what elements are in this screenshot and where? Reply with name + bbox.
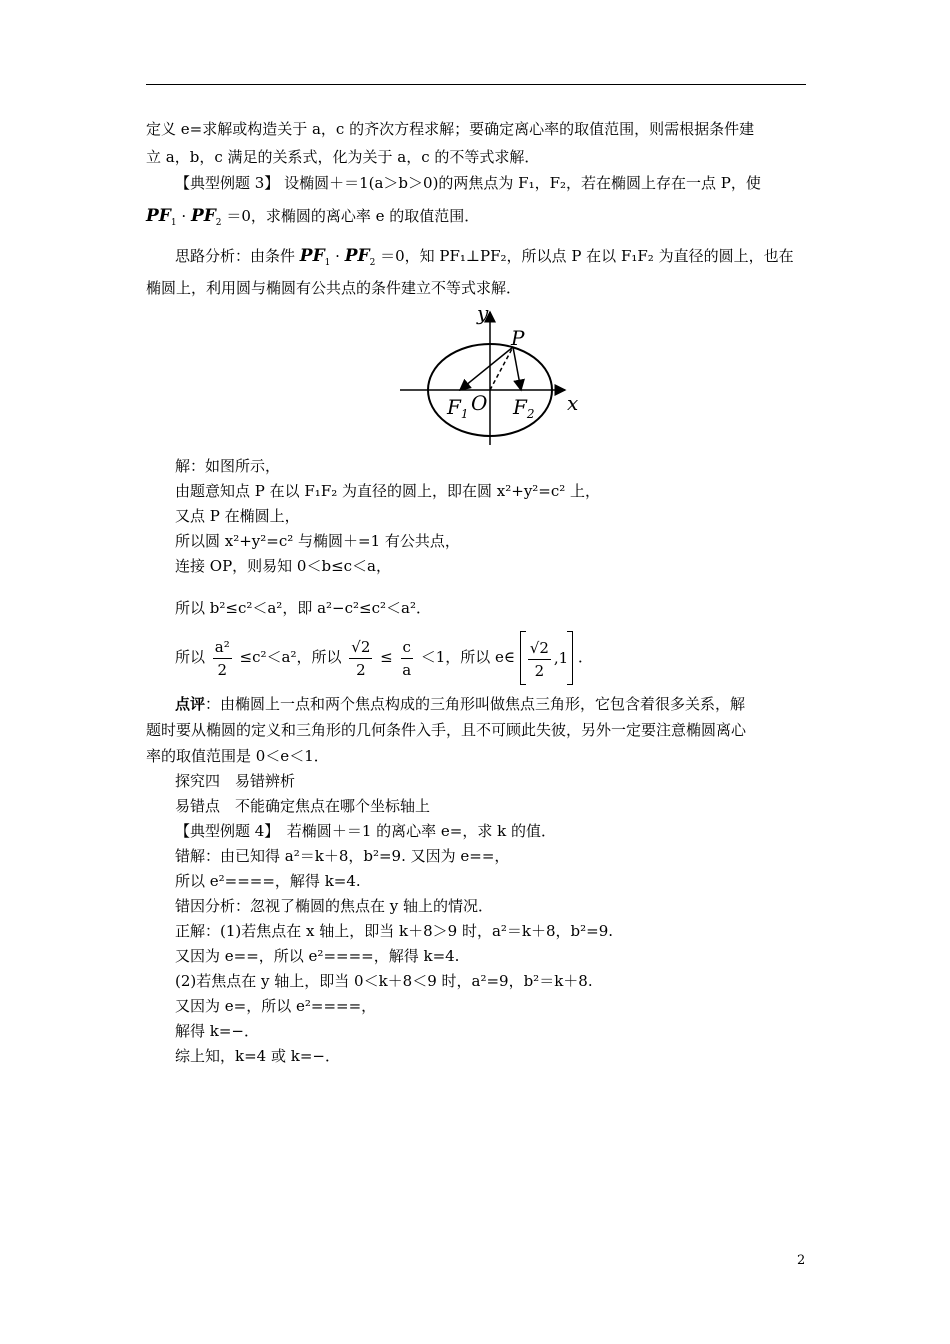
wrong-solution-line: 错解：由已知得 a²＝k＋8，b²=9. 又因为 e==， xyxy=(175,847,510,865)
comment-line-1 xyxy=(175,693,745,715)
example-3-line-2 xyxy=(146,205,479,227)
ellipse-figure xyxy=(395,300,595,450)
correct-solution-line: 正解：(1)若焦点在 x 轴上，即当 k＋8＞9 时，a²＝k＋8，b²=9. xyxy=(175,922,614,940)
page-number: 2 xyxy=(797,1253,806,1268)
fraction-numerator: a² xyxy=(213,636,232,659)
x-axis-label: x xyxy=(567,391,579,415)
vector-pf2: PF xyxy=(190,206,216,226)
interval-end: ,1 xyxy=(553,649,569,667)
conclusion-line: 综上知，k=4 或 k=−． xyxy=(175,1047,340,1065)
text-span: 所以 xyxy=(175,648,206,666)
analysis-line-1 xyxy=(175,245,794,267)
fraction-denominator: 2 xyxy=(356,660,366,679)
vector-pf2-sub: 2 xyxy=(215,218,222,228)
vector-pf1-sub: 1 xyxy=(324,258,331,268)
analysis-rest: ＝0，知 PF₁⊥PF₂，所以点 P 在以 F₁F₂ 为直径的圆上，也在 xyxy=(380,247,794,265)
segment-pf2 xyxy=(513,347,521,390)
correct-solution-line: 又因为 e=，所以 e²====， xyxy=(175,997,377,1015)
point-p-label: P xyxy=(511,326,525,350)
header-rule xyxy=(146,84,806,85)
dot-product: · xyxy=(181,207,187,225)
error-analysis-line: 错因分析：忽视了椭圆的焦点在 y 轴上的情况． xyxy=(175,897,494,915)
example-3-body: 设椭圆＋＝1(a＞b＞0)的两焦点为 F₁，F₂，若在椭圆上存在一点 P，使 xyxy=(279,174,761,192)
comment-label: 点评 xyxy=(175,695,206,713)
correct-solution-line: (2)若焦点在 y 轴上，即当 0＜k＋8＜9 时，a²=9，b²＝k＋8. xyxy=(175,972,593,990)
segment-op xyxy=(490,347,513,390)
point-f2-label: $F_2$ xyxy=(513,395,535,421)
fraction-a2-over-2 xyxy=(213,636,232,681)
solution-line: 所以圆 x²+y²=c² 与椭圆＋=1 有公共点， xyxy=(175,532,460,550)
solution-line: 连接 OP，则易知 0＜b≤c＜a， xyxy=(175,557,391,575)
example-3-statement xyxy=(175,172,761,194)
text-line: 定义 e=求解或构造关于 a，c 的齐次方程求解；要确定离心率的取值范围，则需根据条件建 xyxy=(146,120,755,138)
vector-pf1-sub: 1 xyxy=(170,218,177,228)
pitfall-heading: 易错点 不能确定焦点在哪个坐标轴上 xyxy=(175,797,431,815)
comment-line-2: 题时要从椭圆的定义和三角形的几何条件入手，且不可顾此失彼，另外一定要注意椭圆离心 xyxy=(146,721,747,739)
solution-line: 所以 b²≤c²＜a²，即 a²−c²≤c²＜a²． xyxy=(175,599,431,617)
fraction-interval-start xyxy=(528,637,551,682)
vector-pf2: PF xyxy=(344,246,370,266)
dot-product: · xyxy=(335,247,340,265)
text-span: ． xyxy=(578,648,594,666)
y-axis-label: y xyxy=(477,301,489,325)
section-heading: 探究四 易错辨析 xyxy=(175,772,296,790)
text-line: 立 a，b，c 满足的关系式，化为关于 a，c 的不等式求解． xyxy=(146,148,540,166)
solution-line: 又点 P 在椭圆上， xyxy=(175,507,300,525)
fraction-numerator: √2 xyxy=(528,637,551,660)
example-3-line-2-text: ＝0，求椭圆的离心率 e 的取值范围． xyxy=(226,207,480,225)
vector-pf2-sub: 2 xyxy=(369,258,376,268)
analysis-prefix: 思路分析：由条件 xyxy=(175,247,296,265)
fraction-numerator: √2 xyxy=(349,636,372,659)
point-f1-label: $F_1$ xyxy=(447,395,469,421)
fraction-denominator: 2 xyxy=(217,660,228,679)
wrong-solution-line: 所以 e²====，解得 k=4. xyxy=(175,872,361,890)
solution-line: 由题意知点 P 在以 F₁F₂ 为直径的圆上，即在圆 x²+y²=c² 上， xyxy=(175,482,601,500)
fraction-denominator: 2 xyxy=(534,661,545,680)
solution-fraction-line: 所以 $\frac{\text{a²}}{2}$ ≤c²＜a²，所以 $\frac{√2}{2}$ ≤ $\frac{c}{a}$ ＜1，所以 e∈ $\frac{√2}{2}$ ,1 ． xyxy=(175,630,593,685)
fraction-sqrt2-over-2 xyxy=(349,636,372,681)
fraction-denominator: a xyxy=(402,660,412,679)
solution-line: 解：如图所示， xyxy=(175,457,281,475)
vector-pf1: PF xyxy=(146,206,171,226)
correct-solution-line: 解得 k=−． xyxy=(175,1022,259,1040)
comment-text: ：由椭圆上一点和两个焦点构成的三角形叫做焦点三角形，它包含着很多关系，解 xyxy=(205,695,746,713)
comment-line-3: 率的取值范围是 0＜e＜1． xyxy=(146,747,329,765)
correct-solution-line: 又因为 e==，所以 e²====，解得 k=4. xyxy=(175,947,460,965)
analysis-line-2: 椭圆上，利用圆与椭圆有公共点的条件建立不等式求解． xyxy=(146,279,522,297)
text-span: ≤c²＜a²，所以 xyxy=(239,648,342,666)
vector-pf1: PF xyxy=(299,246,325,266)
origin-label: O xyxy=(471,391,488,415)
text-span: ＜1，所以 e∈ xyxy=(420,648,516,666)
interval-bracket xyxy=(520,631,573,685)
example-3-heading: 【典型例题 3】 xyxy=(175,174,280,192)
fraction-numerator: c xyxy=(401,636,413,659)
segment-pf1 xyxy=(460,347,513,390)
fraction-c-over-a xyxy=(401,636,413,681)
example-4-statement: 【典型例题 4】 若椭圆＋＝1 的离心率 e=，求 k 的值． xyxy=(175,822,556,840)
